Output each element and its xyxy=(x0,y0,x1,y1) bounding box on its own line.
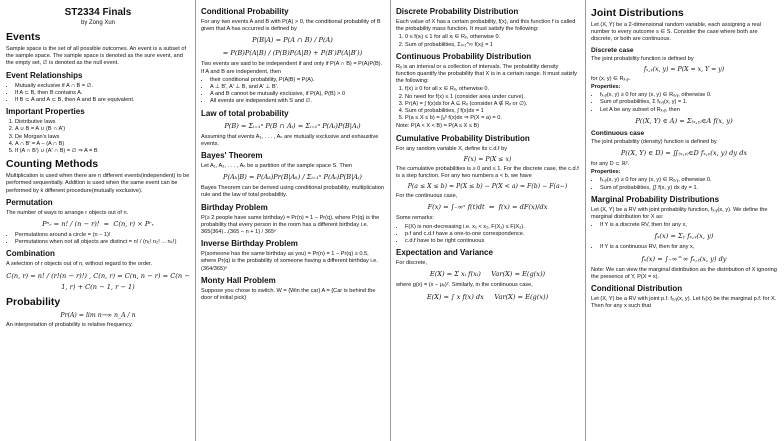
conditional-distribution-heading: Conditional Distribution xyxy=(591,284,683,294)
continuous-case-domain: for any D ⊂ ℝ². xyxy=(591,161,630,168)
list-item: 1. Distributive laws xyxy=(15,119,190,126)
list-item: • A and B cannot be mutually exclusive, if P(A), P(B) > 0 xyxy=(210,91,384,98)
continuous-distribution-list xyxy=(396,86,579,122)
conditional-formula-1: P(B|A) = P(A ∩ B) / P(A) xyxy=(252,36,333,45)
discrete-distribution-list xyxy=(396,34,579,48)
bayes-heading: Bayes' Theorem xyxy=(201,151,263,161)
probability-heading: Probability xyxy=(6,295,61,308)
list-item: • Mutually exclusive if A ∩ B = ∅. xyxy=(15,83,190,90)
cdf-formula-2: P(a ≤ X ≤ b) = P(X ≤ b) − P(X < a) = F(b) − F(a−) xyxy=(407,183,568,191)
cdf-formula-3: F(x) = ∫₋∞ˣ f(t)dt ⇔ f(x) = dF(x)/dx xyxy=(427,203,548,212)
list-item: 5. If (A ∩ B′) ∪ (A′ ∩ B) = ∅ ⇒ A = B xyxy=(15,148,190,155)
combination-formula: C(n, r) = n! / (r!(n − r)!) , C(n, r) = C(n, n − r) = C(n − 1, r) + C(n − 1, r − 1) xyxy=(6,271,190,291)
cumulative-distribution-heading: Cumulative Probability Distribution xyxy=(396,133,530,143)
discrete-case-formula: fₓ,ᵧ(x, y) = P(X = x, Y = y) xyxy=(643,65,725,73)
cdf-formula-1: F(x) = P(X ≤ x) xyxy=(463,155,512,163)
bayes-text-1: Let A₁, A₂, . . . , Aₙ be a partition of the sample space S. Then xyxy=(201,163,353,170)
list-item: 2. A ∪ B = A ∪ (B ∩ A′) xyxy=(15,126,190,133)
list-item: • Permutations when not all objects are distinct = n! / (n₁! n₂! ... nₖ!) xyxy=(15,239,190,246)
marginal-formula-2: fₓ(x) = ∫₋∞^∞ fₓ,ᵧ(x, y) dy xyxy=(641,254,727,263)
expectation-text-1: For discrete, xyxy=(396,260,428,267)
joint-distributions-text: Let (X, Y) be a 2-dimensional random variable, each assigning a real number to every outcome s ∈ S. Consider the case where both are discrete, or both are continuous. xyxy=(591,22,761,43)
list-item: • A ⊥ B′, A′ ⊥ B, and A′ ⊥ B′. xyxy=(210,84,384,91)
column-3 xyxy=(396,4,579,441)
birthday-text: P(≥ 2 people have same birthday) = Pr(n) = 1 − Pr(q), where Pr(q) is the probability that every person in the room has a different birthday i.e. 365(364)...(365 − n + 1) / 365ⁿ xyxy=(201,214,380,236)
events-heading: Events xyxy=(6,31,41,43)
continuous-distribution-heading: Continuous Probability Distribution xyxy=(396,51,532,61)
important-properties-list xyxy=(6,119,190,155)
list-item: • Sum of probabilities, Σ fₓ,ᵧ(x, y) = 1. xyxy=(600,99,777,106)
independence-list xyxy=(201,77,384,106)
list-item: • F(X) is non-decreasing i.e. x₁ < x₂, F(X₁) ≤ F(X₂). xyxy=(405,224,579,231)
probability-formula: Pr(A) = lim n→∞ n_A / n xyxy=(60,311,136,319)
joint-distributions-heading: Joint Distributions xyxy=(591,7,684,19)
list-item: 3. Pr(A) = ∫ f(x)dx for A ⊆ Rₓ (consider A ∉ Rₓ or ∅). xyxy=(405,101,579,108)
list-item: 4. A ∩ B′ = A − (A ∩ B) xyxy=(15,141,190,148)
column-divider xyxy=(585,0,586,441)
list-item: 3. De Morgan's laws xyxy=(15,134,190,141)
expectation-formula-2: E(X) = ∫ x f(x) dx Var(X) = E(g(x)) xyxy=(426,292,549,301)
list-item: 1. f(x) ≥ 0 for all x ∈ Rₓ, otherwise 0. xyxy=(405,86,579,93)
inverse-birthday-text: P(someone has the same birthday as you) = Pr(n) = 1 − Pr(q) ≥ 0.5, where Pr(q) is the probability of someone having a different birthday i.e. (364/365)ⁿ xyxy=(201,251,378,272)
list-item: • Sum of probabilities, ∬ f(x, y) dx dy = 1. xyxy=(600,185,777,192)
conditional-formula-2: = P(B)P(A|B) / (P(B)P(A|B) + P(B′)P(A|B′)) xyxy=(222,49,363,58)
monty-hall-text: Suppose you chose to switch. W = {Win the car} A = {Car is behind the door of initial pick} xyxy=(201,287,376,302)
permutation-heading: Permutation xyxy=(6,197,53,207)
list-item: • Permutations around a circle = (n − 1)! xyxy=(15,232,190,239)
marginal-note: Note: We can view the marginal distribution as the distribution of X ignoring the presence of Y, P(X = x). xyxy=(591,266,777,280)
conditional-probability-heading: Conditional Probability xyxy=(201,7,289,16)
inverse-birthday-heading: Inverse Birthday Problem xyxy=(201,239,298,249)
column-divider xyxy=(195,0,196,441)
properties-label: Properties: xyxy=(591,84,621,91)
marginal-distributions-heading: Marginal Probability Distributions xyxy=(591,194,720,204)
marginal-text: Let (X, Y) be a RV with joint probability function, fₓ,ᵧ(x, y). We define the marginal distribution for X as: xyxy=(591,206,768,221)
column-divider xyxy=(390,0,391,441)
column-4 xyxy=(591,4,777,441)
expectation-heading: Expectation and Variance xyxy=(396,248,493,258)
cdf-text-2: The cumulative probabilities is ≥ 0 and ≤ 1. For the discrete case, the c.d.f is a step function. For any two numbers a < b, we have xyxy=(396,165,579,180)
column-1 xyxy=(6,4,190,441)
discrete-case-heading: Discrete case xyxy=(591,46,634,54)
continuous-note: Note: P(A < X < B) = P(A ≤ X ≤ B) xyxy=(396,123,480,130)
list-item: • Let A be any subset of Rₓ,ᵧ, then xyxy=(600,107,777,114)
list-item: • fₓ,ᵧ(x, y) ≥ 0 for any (x, y) ∈ Rₓ,ᵧ, otherwise 0. xyxy=(600,177,777,184)
continuous-case-heading: Continuous case xyxy=(591,129,645,137)
total-probability-formula: P(B) = Σᵢ₌₁ⁿ P(B ∩ Aᵢ) = Σᵢ₌₁ⁿ P(Aᵢ)P(B|Aᵢ) xyxy=(224,121,361,130)
list-item: • their conditional probability, P(A|B) = P(A). xyxy=(210,77,384,84)
probability-text: An interpretation of probability is relative frequency. xyxy=(6,321,133,328)
marginal-list-1 xyxy=(591,222,777,229)
list-item: 4. Sum of probabilities, ∫ f(x)dx = 1 xyxy=(405,108,579,115)
remarks-list xyxy=(396,224,579,246)
counting-methods-text: Multiplication is used when there are n different events(independent) to be performed sequentially. Addition is used when the same event can be performed by k different procedure(mutually exclusive). xyxy=(6,173,190,194)
permutation-text: The number of ways to arrange r objects out of n. xyxy=(6,209,129,216)
expectation-formula-1: E(X) = Σ xᵢ f(xᵢ) Var(X) = E(g(x)) xyxy=(429,270,546,279)
event-relationships-list xyxy=(6,83,190,105)
marginal-list-2 xyxy=(591,244,777,251)
total-probability-text: Assuming that events A₁, . . . , Aₙ are mutually exclusive and exhaustive events. xyxy=(201,133,379,147)
author-line: by Zong Xun xyxy=(80,20,116,26)
discrete-subset-formula: P((X, Y) ∈ A) = Σ₍ₓ,ᵧ₎∈A f(x, y) xyxy=(635,116,733,125)
list-item: • fₓ,ᵧ(x, y) ≥ 0 for any (x, y) ∈ Rₓ,ᵧ, otherwise 0. xyxy=(600,92,777,99)
properties-label: Properties: xyxy=(591,169,621,176)
events-text: Sample space is the set of all possible outcomes. An event is a subset of the sample space. The sample space is denoted as the sure event, and the empty set, ∅ is denoted as the null event. xyxy=(6,46,187,67)
list-item: 1. 0 ≤ f(xᵢ) ≤ 1 for all xᵢ ∈ Rₓ, otherwise 0. xyxy=(405,34,579,41)
list-item: • If A ⊂ B, then B contains A. xyxy=(15,90,190,97)
combination-heading: Combination xyxy=(6,249,55,259)
marginal-formula-1: fₓ(x) = Σᵧ fₓ,ᵧ(x, y) xyxy=(654,232,714,241)
continuous-case-text: The joint probability (density) function is defined by xyxy=(591,138,717,145)
monty-hall-heading: Monty Hall Problem xyxy=(201,275,276,285)
list-item: 5. P(a ≤ X ≤ b) = ∫ₐᵇ f(x)dx ⇒ P(X = a) = 0. xyxy=(405,115,579,122)
important-properties-heading: Important Properties xyxy=(6,107,85,117)
remarks-label: Some remarks: xyxy=(396,215,434,222)
bayes-formula: P(Aₖ|B) = P(Aₖ)Pr(B|Aₖ) / Σᵢ₌₁ⁿ P(Aᵢ)P(B|Aᵢ) xyxy=(223,173,362,182)
continuous-properties-list xyxy=(591,177,777,191)
list-item: • p.f and c.d.f have a one-to-one correspondence. xyxy=(405,231,579,238)
list-item: 2. Sum of probabilities, Σᵢ₌₁^∞ f(xᵢ) = 1 xyxy=(405,42,579,49)
list-item: • If Y is a discrete RV, then for any x, xyxy=(600,222,777,229)
birthday-heading: Birthday Problem xyxy=(201,202,268,212)
counting-methods-heading: Counting Methods xyxy=(6,158,99,171)
discrete-case-text: The joint probability function is defined by xyxy=(591,55,694,62)
total-probability-heading: Law of total probability xyxy=(201,108,289,118)
cdf-text-3: For the continuous case, xyxy=(396,193,458,200)
discrete-case-domain: for (x, y) ∈ Rₓ,ᵧ. xyxy=(591,75,631,82)
list-item: • All events are independent with S and ∅. xyxy=(210,98,384,105)
permutation-formula: Pⁿᵣ = n! / (n − r)! = C(n, r) × Pʳᵣ xyxy=(42,220,154,229)
list-item: 2. No need for f(x) ≤ 1 (consider area under curve). xyxy=(405,94,579,101)
discrete-distribution-heading: Discrete Probability Distribution xyxy=(396,7,519,16)
permutation-list xyxy=(6,232,190,246)
continuous-distribution-text: Rₓ is an interval or a collection of intervals. The probability density function quantify the probability that X is in a certain range. It must satisfy the following: xyxy=(396,63,577,85)
continuous-case-formula: P((X, Y) ∈ D) = ∬₍ₓ,ᵧ₎∈D fₓ,ᵧ(x, y) dy dx xyxy=(620,149,748,158)
list-item: • c.d.f have to be right continuous xyxy=(405,238,579,245)
conditional-probability-text: For any two events A and B with P(A) > 0, the conditional probability of B given that A has occurred is defined by xyxy=(201,19,381,33)
bayes-text-2: Bayes Theorem can be derived using conditional probability, multiplication rule and the law of total probability. xyxy=(201,185,384,199)
event-relationships-heading: Event Relationships xyxy=(6,70,83,80)
combination-text: A selection of r objects out of n, without regard to the order. xyxy=(6,261,153,268)
discrete-properties-list xyxy=(591,92,777,114)
page-title: ST2334 Finals xyxy=(64,7,132,18)
column-2 xyxy=(201,4,384,441)
expectation-text-2: where g(x) = (x − μₓ)². Similarly, in the continuous case, xyxy=(396,282,533,289)
list-item: • If Y is a continuous RV, then for any x, xyxy=(600,244,777,251)
discrete-distribution-text: Each value of X has a certain probability, f(x), and this function f is called the probability mass function. It must satisfy the following: xyxy=(396,19,576,33)
list-item: • If B ⊂ A and A ⊂ B, then A and B are equivalent. xyxy=(15,97,190,104)
cdf-text-1: For any random variable X, define its c.d.f by xyxy=(396,145,507,152)
conditional-distribution-text: Let (X, Y) be a RV with joint p.f. fₓ,ᵧ(x, y). Let fₓ(x) be the marginal p.f. for X. Then for any x such that xyxy=(591,296,777,310)
independence-text: Two events are said to be independent if and only if P(A ∩ B) = P(A)P(B). If A and B are independent, then xyxy=(201,61,383,75)
